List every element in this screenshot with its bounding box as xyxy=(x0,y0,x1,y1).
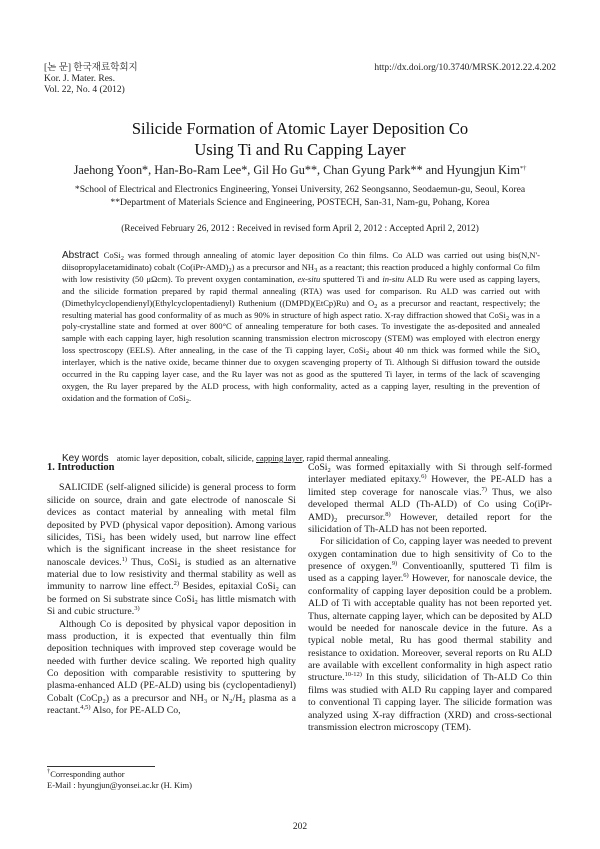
body-text: has little mismatch with Si and cubic structure. xyxy=(47,593,296,618)
subscript: 3 xyxy=(203,697,208,705)
journal-volume: Vol. 22, No. 4 (2012) xyxy=(44,85,125,95)
citation: 2) xyxy=(173,580,179,588)
body-text: or N xyxy=(207,692,230,704)
affiliation-2: **Department of Materials Science and Engineering, POSTECH, San-31, Nam-gu, Pohang, Korea xyxy=(110,197,490,208)
body-paragraph xyxy=(47,619,296,718)
subscript: 2 xyxy=(185,397,189,405)
body-paragraph xyxy=(308,462,552,536)
abstract-italic: ex-situ xyxy=(297,273,321,284)
body-text: Also, for PE-ALD Co, xyxy=(90,705,181,717)
body-text: However, for nanoscale device, the conformality of capping layer deposition could be a problem. ALD of Ti with acceptable quality has not been reported yet. Thus, alternate capping layer, which can be deposited by ALD would be needed for nanoscale device in the future. As a typical noble metal, Ru has good thermal stability and resistance to oxidation. Moreover, several reports on Ru ALD are available with excellent conformality in high aspect ratio structure. xyxy=(308,573,552,684)
abstract-italic: in-situ xyxy=(382,273,405,284)
abstract-text: sputtered Ti and xyxy=(320,273,383,284)
subscript: 2 xyxy=(120,255,125,262)
journal-info xyxy=(44,63,138,96)
citation: 6) xyxy=(421,473,427,481)
subscript: 2 xyxy=(365,350,370,358)
page-number: 202 xyxy=(292,822,308,832)
keywords-text: atomic layer deposition, cobalt, silicide, xyxy=(116,453,257,463)
title-line-1: Silicide Formation of Atomic Layer Deposition Co xyxy=(131,119,469,138)
abstract-text: about 40 nm thick was formed while the SiO xyxy=(369,345,537,356)
subscript: 2 xyxy=(229,697,233,705)
subscript: 3 xyxy=(314,266,318,274)
subscript: x xyxy=(536,350,540,358)
abstract-text: interlayer, which is the native oxide, became thinner due to oxygen scavenging property of Ti. Although Si diffusion toward the outside occurred in the Ru capping layer case, and the Ru layer was not as good as the sputtered Ti layer, in terms of the lack of scavenging oxygen, the Ru layer prepared by the ALD process, with high conformality, acted as a capping layer, resulting in the prevention of oxidation and the formation of CoSi xyxy=(62,357,540,403)
subscript: 2 xyxy=(102,697,106,705)
citation: 10-12) xyxy=(344,671,362,679)
body-paragraph xyxy=(308,536,552,734)
abstract-label: Abstract xyxy=(62,250,99,261)
abstract-text: as a precursor and reactant, respectively; the resulting material has good conformality of as much as 90% in structure of high aspect ratio. X-ray diffraction showed that CoSi xyxy=(62,297,540,320)
body-text: However, detailed report for the silicidation of Th-ALD has not been reported. xyxy=(308,511,552,535)
footnote-divider xyxy=(47,766,155,767)
body-text: However, the PE-ALD has a limited step coverage for nanoscale vias. xyxy=(308,474,552,498)
body-text: Conventioanlly, sputtered Ti film is used as a capping layer. xyxy=(308,561,552,585)
body-text: Although Co is deposited by physical vapor deposition in mass production, it is expected that eventually thin film deposition techniques with improved step coverage would be needed with further device scaling. We reported high quality Co deposition with comparable resistivity to sputtering by plasma-enhanced ALD (PE-ALD) using bis (cyclopentadienyl) Cobalt (CoCp xyxy=(47,618,296,704)
journal-name-korean: [논 문] 한국재료학회지 xyxy=(44,63,138,73)
section-heading: 1. Introduction xyxy=(47,462,115,473)
subscript: 2 xyxy=(275,586,279,594)
abstract-text: ) as a precursor and NH xyxy=(231,261,315,272)
body-text: CoSi xyxy=(308,462,328,473)
abstract-text: as a reactant; this reaction produced a highly conformal Co film with low resistivity (50 μΩcm). To prevent oxygen contamination, xyxy=(62,261,541,284)
body-text: precursor. xyxy=(337,511,386,523)
subscript: 2 xyxy=(334,516,338,524)
body-text: was formed epitaxially with Si through self-formed interlayer mediated epitaxy. xyxy=(308,462,552,486)
subscript: 2 xyxy=(505,314,510,322)
dagger-mark: † xyxy=(47,768,51,775)
subscript: 2 xyxy=(327,467,331,474)
authors-text: Jaehong Yoon*, Han-Bo-Ram Lee*, Gil Ho Gu**, Chan Gyung Park** and Hyungjun Kim xyxy=(73,163,520,177)
body-text: Thus, CoSi xyxy=(127,556,178,568)
paper-title xyxy=(40,118,560,160)
subscript: 2 xyxy=(177,561,181,569)
body-text: can be formed on Si substrate since CoSi xyxy=(47,581,296,605)
body-text: Besides, epitaxial CoSi xyxy=(178,581,276,593)
citation: 8) xyxy=(385,510,391,518)
subscript: 2 xyxy=(194,598,198,606)
right-column xyxy=(308,462,552,734)
body-text: plasma as a reactant. xyxy=(47,692,296,717)
body-text: ) as a precursor and NH xyxy=(105,692,204,704)
abstract-text: was in a poly-crystalline state and formed at over 800°C of annealing temperature for both cases. To investigate the as-deposited and annealed sample with each capping layer, high resolution scanning transmission electron microscopy (STEM) was employed with electron energy loss spectroscopy (EELS). After annealing, in the case of the Ti capping layer, CoSi xyxy=(62,309,540,356)
citation: 3) xyxy=(134,605,140,613)
keyword-underlined: capping layer xyxy=(256,453,303,463)
body-text: SALICIDE (self-aligned silicide) is general process to form silicide on source, drain and gate electrode of nanoscale Si devices as contact material by annealing with metal film deposited by PVD (physical vapor deposition). Among various silicides, TiSi xyxy=(47,482,296,543)
subscript: 2 xyxy=(102,536,106,544)
abstract xyxy=(62,250,540,405)
title-line-2: Using Ti and Ru Capping Layer xyxy=(194,140,406,159)
footnote-text: Corresponding author xyxy=(50,769,125,779)
keywords-label: Key words xyxy=(62,453,109,464)
subscript: 2 xyxy=(242,697,246,705)
citation: 1) xyxy=(121,555,128,563)
body-paragraph xyxy=(47,482,296,618)
body-text: Thus, we also developed thermal ALD (Th-ALD) of Co using Co(iPr-AMD) xyxy=(308,486,552,523)
body-text: has been widely used, but narrow line effect which is the significant increase in the sheet resistance for nanoscale devices. xyxy=(47,531,297,568)
keywords-text: , rapid thermal annealing. xyxy=(302,453,391,463)
body-text: /H xyxy=(232,692,243,704)
journal-name-english: Kor. J. Mater. Res. xyxy=(44,74,115,84)
corresponding-mark: *† xyxy=(519,165,527,172)
body-text: For silicidation of Co, capping layer was needed to prevent oxygen contamination due to high sensitivity of Co to the presence of oxygen. xyxy=(308,536,552,572)
body-text: In this study, silicidation of Th-ALD Co thin films was studied with ALD Ru capping layer and compared to conventional Ti capping layer. The silicide formation was analyzed using X-ray diffraction (XRD) and cross-sectional transmission electron microscopy (TEM). xyxy=(308,672,552,733)
subscript: 2 xyxy=(374,302,378,310)
body-text: is studied as an alternative material due to low resistivity and thermal stability as well as immunity to narrow line effect. xyxy=(47,556,296,593)
abstract-text: . xyxy=(188,392,192,403)
affiliations xyxy=(40,183,560,209)
footnote xyxy=(47,769,192,791)
citation: 9) xyxy=(391,560,398,567)
citation: 6) xyxy=(403,572,409,580)
abstract-text: ALD Ru were used as capping layers, and the silicide formation prepared by rapid thermal annealing (RTA) was used for comparison. Ru ALD was carried out with (Dimethylcyclopendienyl)(Ethylcyclopentadienyl) Ruthenium ((DMPD)(EtCp)Ru) and O xyxy=(62,273,540,308)
affiliation-1: *School of Electrical and Electronics Engineering, Yonsei University, 262 Seongsanno, Seodaemun-gu, Seoul, Korea xyxy=(74,184,526,195)
footnote-corresponding xyxy=(47,769,192,780)
abstract-text: CoSi xyxy=(103,250,121,260)
received-dates: (Received February 26, 2012 : Received in revised form April 2, 2012 : Accepted April 2, 2012) xyxy=(121,224,479,234)
subscript: 2 xyxy=(228,266,232,274)
citation: 4,5) xyxy=(80,704,91,712)
abstract-text: was formed through annealing of atomic layer deposition Co thin films. Co ALD was carried out using bis(N,N'-diisopropylacetamidinato) cobalt (Co(iPr-AMD) xyxy=(62,250,540,272)
citation: 7) xyxy=(481,485,487,493)
author-list xyxy=(40,163,560,178)
doi-link[interactable]: http://dx.doi.org/10.3740/MRSK.2012.22.4.202 xyxy=(374,63,556,73)
footnote-email[interactable]: E-Mail : hyungjun@yonsei.ac.kr (H. Kim) xyxy=(47,780,192,790)
left-column xyxy=(47,462,296,718)
